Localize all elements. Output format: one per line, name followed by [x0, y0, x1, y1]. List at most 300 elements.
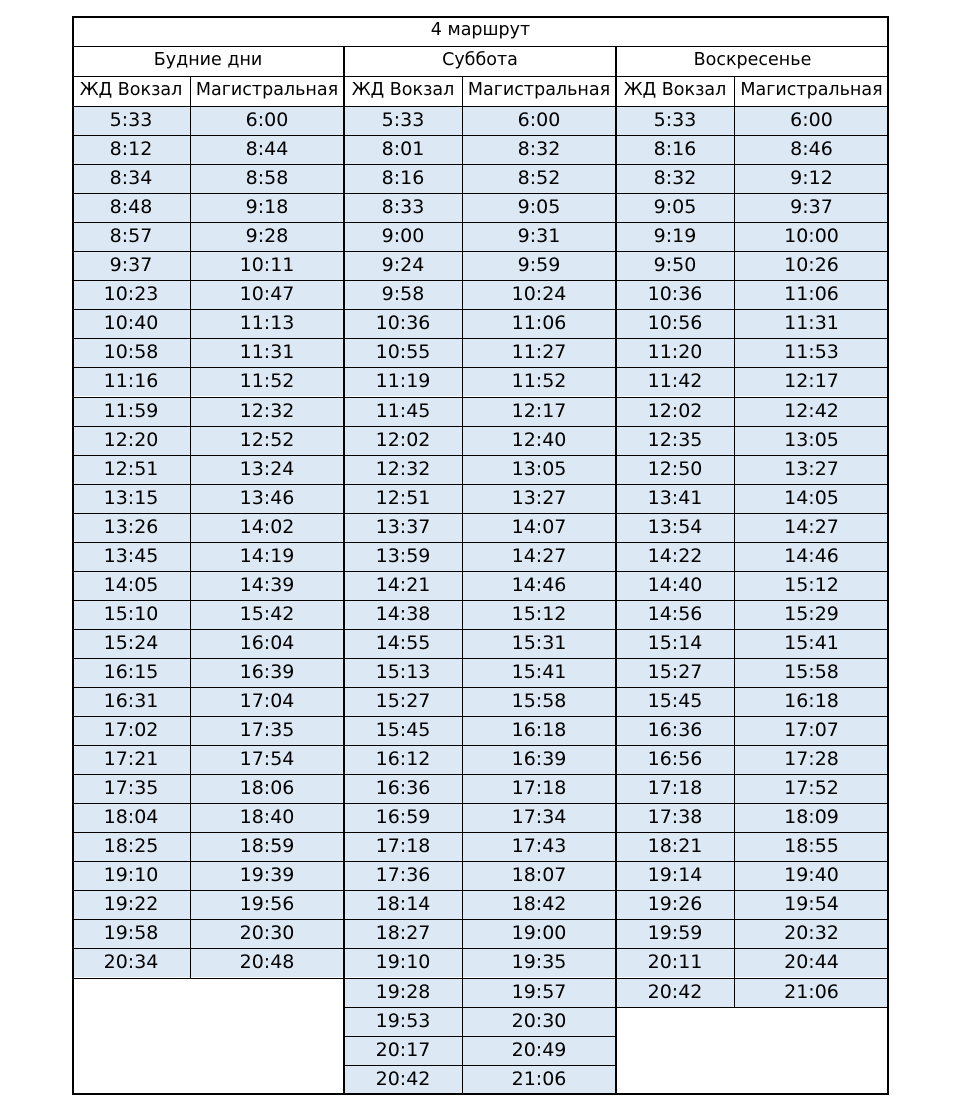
time-cell: 10:56 [616, 309, 734, 338]
grid-line [616, 861, 889, 862]
time-cell: 12:20 [72, 426, 190, 455]
grid-line [72, 948, 344, 949]
time-cell: 14:27 [734, 513, 889, 542]
time-cell: 16:31 [72, 687, 190, 716]
time-cell: 19:22 [72, 890, 190, 919]
time-cell: 8:32 [616, 164, 734, 193]
group-header: Суббота [344, 46, 616, 76]
time-cell: 20:17 [344, 1036, 462, 1065]
grid-line [72, 803, 344, 804]
grid-line [72, 919, 344, 920]
grid-line [72, 832, 344, 833]
grid-line [343, 46, 345, 1094]
grid-line [616, 774, 889, 775]
time-cell: 17:02 [72, 716, 190, 745]
grid-line [72, 338, 344, 339]
grid-line [616, 948, 889, 949]
time-cell: 20:42 [344, 1065, 462, 1094]
time-cell: 19:14 [616, 861, 734, 890]
time-cell: 14:46 [462, 571, 616, 600]
grid-line [616, 658, 889, 659]
time-cell: 12:52 [190, 426, 344, 455]
time-cell: 6:00 [462, 106, 616, 135]
time-cell: 17:43 [462, 832, 616, 861]
time-cell: 14:05 [734, 484, 889, 513]
grid-line [72, 890, 344, 891]
time-cell: 13:37 [344, 513, 462, 542]
grid-line [616, 832, 889, 833]
time-cell: 12:51 [72, 455, 190, 484]
time-cell: 15:45 [344, 716, 462, 745]
time-cell: 8:48 [72, 193, 190, 222]
grid-line [616, 309, 889, 310]
time-cell: 11:20 [616, 338, 734, 367]
time-cell: 16:36 [616, 716, 734, 745]
grid-line [616, 542, 889, 543]
grid-line [72, 309, 344, 310]
time-cell: 20:30 [190, 919, 344, 948]
grid-line [344, 716, 616, 717]
time-cell: 15:41 [462, 658, 616, 687]
time-cell: 14:22 [616, 542, 734, 571]
time-cell: 20:32 [734, 919, 889, 948]
time-cell: 17:28 [734, 745, 889, 774]
time-cell: 18:25 [72, 832, 190, 861]
time-cell: 19:40 [734, 861, 889, 890]
time-cell: 12:02 [344, 426, 462, 455]
grid-line [344, 309, 616, 310]
time-cell: 11:52 [190, 367, 344, 396]
time-cell: 19:53 [344, 1007, 462, 1036]
time-cell: 12:40 [462, 426, 616, 455]
time-cell: 17:36 [344, 861, 462, 890]
time-cell: 13:45 [72, 542, 190, 571]
time-cell: 11:19 [344, 367, 462, 396]
time-cell: 19:00 [462, 919, 616, 948]
time-cell: 20:48 [190, 948, 344, 977]
grid-line [616, 426, 889, 427]
time-cell: 9:59 [462, 251, 616, 280]
time-cell: 8:34 [72, 164, 190, 193]
time-cell: 11:31 [190, 338, 344, 367]
grid-line [72, 76, 889, 77]
time-cell: 11:59 [72, 397, 190, 426]
grid-line [344, 832, 616, 833]
time-cell: 17:38 [616, 803, 734, 832]
time-cell: 13:26 [72, 513, 190, 542]
grid-line [462, 76, 463, 1094]
time-cell: 10:58 [72, 338, 190, 367]
grid-line [344, 484, 616, 485]
time-cell: 14:56 [616, 600, 734, 629]
grid-line [616, 919, 889, 920]
grid-line [72, 164, 344, 165]
grid-line [72, 280, 344, 281]
time-cell: 15:12 [734, 571, 889, 600]
time-cell: 17:04 [190, 687, 344, 716]
grid-line [190, 76, 191, 978]
time-cell: 17:07 [734, 716, 889, 745]
grid-line [344, 542, 616, 543]
schedule-table [72, 16, 889, 1095]
time-cell: 19:39 [190, 861, 344, 890]
time-cell: 9:05 [616, 193, 734, 222]
time-cell: 12:51 [344, 484, 462, 513]
grid-line [344, 1007, 616, 1008]
time-cell: 10:11 [190, 251, 344, 280]
time-cell: 11:52 [462, 367, 616, 396]
time-cell: 20:44 [734, 948, 889, 977]
grid-line [616, 890, 889, 891]
time-cell: 8:52 [462, 164, 616, 193]
time-cell: 9:24 [344, 251, 462, 280]
grid-line [344, 919, 616, 920]
time-cell: 19:26 [616, 890, 734, 919]
time-cell: 5:33 [344, 106, 462, 135]
time-cell: 14:40 [616, 571, 734, 600]
grid-line [72, 193, 344, 194]
grid-line [72, 600, 344, 601]
grid-line [616, 338, 889, 339]
time-cell: 19:28 [344, 978, 462, 1007]
grid-line [616, 222, 889, 223]
grid-line [344, 861, 616, 862]
grid-line [72, 135, 344, 136]
grid-line [616, 978, 889, 979]
time-cell: 15:29 [734, 600, 889, 629]
time-cell: 16:18 [734, 687, 889, 716]
time-cell: 18:55 [734, 832, 889, 861]
time-cell: 12:35 [616, 426, 734, 455]
time-cell: 17:35 [190, 716, 344, 745]
grid-line [344, 687, 616, 688]
grid-line [344, 397, 616, 398]
time-cell: 19:58 [72, 919, 190, 948]
time-cell: 15:24 [72, 629, 190, 658]
grid-line [344, 455, 616, 456]
time-cell: 15:58 [734, 658, 889, 687]
grid-line [72, 106, 889, 107]
time-cell: 10:47 [190, 280, 344, 309]
grid-line [344, 222, 616, 223]
time-cell: 15:27 [344, 687, 462, 716]
column-header: ЖД Вокзал [344, 76, 462, 106]
time-cell: 19:59 [616, 919, 734, 948]
time-cell: 15:12 [462, 600, 616, 629]
grid-line [344, 251, 616, 252]
time-cell: 6:00 [190, 106, 344, 135]
time-cell: 11:53 [734, 338, 889, 367]
time-cell: 11:45 [344, 397, 462, 426]
time-cell: 13:46 [190, 484, 344, 513]
grid-line [72, 1093, 889, 1095]
time-cell: 15:41 [734, 629, 889, 658]
time-cell: 13:05 [734, 426, 889, 455]
grid-line [616, 397, 889, 398]
time-cell: 15:31 [462, 629, 616, 658]
time-cell: 8:12 [72, 135, 190, 164]
time-cell: 15:58 [462, 687, 616, 716]
time-cell: 12:17 [462, 397, 616, 426]
grid-line [72, 222, 344, 223]
grid-line [616, 803, 889, 804]
time-cell: 13:05 [462, 455, 616, 484]
grid-line [72, 629, 344, 630]
time-cell: 11:06 [734, 280, 889, 309]
column-header: Магистральная [190, 76, 344, 106]
grid-line [344, 367, 616, 368]
time-cell: 10:00 [734, 222, 889, 251]
grid-line [72, 426, 344, 427]
time-cell: 8:16 [344, 164, 462, 193]
time-cell: 18:40 [190, 803, 344, 832]
grid-line [344, 978, 616, 979]
grid-line [344, 803, 616, 804]
time-cell: 16:59 [344, 803, 462, 832]
time-cell: 14:05 [72, 571, 190, 600]
grid-line [887, 16, 889, 1094]
time-cell: 12:17 [734, 367, 889, 396]
grid-line [344, 135, 616, 136]
time-cell: 16:36 [344, 774, 462, 803]
time-cell: 10:24 [462, 280, 616, 309]
time-cell: 17:35 [72, 774, 190, 803]
grid-line [344, 600, 616, 601]
grid-line [72, 716, 344, 717]
time-cell: 9:19 [616, 222, 734, 251]
time-cell: 12:02 [616, 397, 734, 426]
grid-line [344, 571, 616, 572]
time-cell: 17:21 [72, 745, 190, 774]
grid-line [72, 687, 344, 688]
time-cell: 14:38 [344, 600, 462, 629]
grid-line [616, 455, 889, 456]
grid-line [616, 367, 889, 368]
group-header: Воскресенье [616, 46, 889, 76]
grid-line [344, 1065, 616, 1066]
time-cell: 11:42 [616, 367, 734, 396]
grid-line [344, 745, 616, 746]
time-cell: 18:04 [72, 803, 190, 832]
time-cell: 14:02 [190, 513, 344, 542]
time-cell: 10:26 [734, 251, 889, 280]
time-cell: 20:34 [72, 948, 190, 977]
table-title: 4 маршрут [72, 16, 889, 46]
time-cell: 20:42 [616, 978, 734, 1007]
time-cell: 18:06 [190, 774, 344, 803]
grid-line [344, 513, 616, 514]
time-cell: 8:33 [344, 193, 462, 222]
time-cell: 8:58 [190, 164, 344, 193]
time-cell: 21:06 [462, 1065, 616, 1094]
grid-line [344, 774, 616, 775]
time-cell: 11:06 [462, 309, 616, 338]
time-cell: 17:52 [734, 774, 889, 803]
time-cell: 15:14 [616, 629, 734, 658]
column-header: Магистральная [462, 76, 616, 106]
time-cell: 12:32 [190, 397, 344, 426]
time-cell: 16:39 [190, 658, 344, 687]
time-cell: 18:14 [344, 890, 462, 919]
time-cell: 16:39 [462, 745, 616, 774]
time-cell: 14:07 [462, 513, 616, 542]
grid-line [344, 193, 616, 194]
column-header: ЖД Вокзал [72, 76, 190, 106]
time-cell: 9:12 [734, 164, 889, 193]
grid-line [344, 164, 616, 165]
time-cell: 17:54 [190, 745, 344, 774]
time-cell: 13:15 [72, 484, 190, 513]
time-cell: 17:18 [616, 774, 734, 803]
grid-line [344, 1036, 616, 1037]
time-cell: 9:37 [72, 251, 190, 280]
time-cell: 13:41 [616, 484, 734, 513]
time-cell: 15:13 [344, 658, 462, 687]
time-cell: 9:00 [344, 222, 462, 251]
grid-line [615, 46, 617, 1094]
grid-line [616, 600, 889, 601]
time-cell: 15:10 [72, 600, 190, 629]
grid-line [72, 745, 344, 746]
grid-line [616, 135, 889, 136]
time-cell: 17:34 [462, 803, 616, 832]
time-cell: 17:18 [344, 832, 462, 861]
time-cell: 11:31 [734, 309, 889, 338]
time-cell: 16:18 [462, 716, 616, 745]
grid-line [72, 861, 344, 862]
grid-line [72, 367, 344, 368]
time-cell: 20:49 [462, 1036, 616, 1065]
grid-line [616, 164, 889, 165]
time-cell: 5:33 [72, 106, 190, 135]
grid-line [616, 1007, 889, 1008]
time-cell: 13:27 [462, 484, 616, 513]
grid-line [616, 513, 889, 514]
time-cell: 9:31 [462, 222, 616, 251]
time-cell: 13:27 [734, 455, 889, 484]
time-cell: 12:42 [734, 397, 889, 426]
time-cell: 8:46 [734, 135, 889, 164]
grid-line [344, 338, 616, 339]
time-cell: 10:40 [72, 309, 190, 338]
time-cell: 10:55 [344, 338, 462, 367]
grid-line [72, 658, 344, 659]
time-cell: 9:37 [734, 193, 889, 222]
grid-line [344, 280, 616, 281]
time-cell: 13:54 [616, 513, 734, 542]
grid-line [616, 629, 889, 630]
grid-line [616, 193, 889, 194]
column-header: ЖД Вокзал [616, 76, 734, 106]
time-cell: 13:59 [344, 542, 462, 571]
time-cell: 15:42 [190, 600, 344, 629]
time-cell: 16:04 [190, 629, 344, 658]
grid-line [344, 890, 616, 891]
grid-line [72, 397, 344, 398]
time-cell: 9:58 [344, 280, 462, 309]
grid-line [616, 687, 889, 688]
time-cell: 14:27 [462, 542, 616, 571]
time-cell: 10:36 [344, 309, 462, 338]
grid-line [72, 484, 344, 485]
time-cell: 6:00 [734, 106, 889, 135]
grid-line [344, 426, 616, 427]
time-cell: 5:33 [616, 106, 734, 135]
grid-line [72, 774, 344, 775]
grid-line [72, 46, 889, 47]
time-cell: 9:50 [616, 251, 734, 280]
time-cell: 19:57 [462, 978, 616, 1007]
time-cell: 16:15 [72, 658, 190, 687]
time-cell: 21:06 [734, 978, 889, 1007]
time-cell: 19:56 [190, 890, 344, 919]
time-cell: 8:57 [72, 222, 190, 251]
time-cell: 14:19 [190, 542, 344, 571]
time-cell: 18:27 [344, 919, 462, 948]
time-cell: 12:32 [344, 455, 462, 484]
group-header: Будние дни [72, 46, 344, 76]
grid-line [72, 16, 74, 1094]
time-cell: 9:05 [462, 193, 616, 222]
time-cell: 19:10 [344, 948, 462, 977]
time-cell: 16:56 [616, 745, 734, 774]
grid-line [344, 948, 616, 949]
grid-line [616, 280, 889, 281]
time-cell: 14:46 [734, 542, 889, 571]
time-cell: 18:21 [616, 832, 734, 861]
time-cell: 17:18 [462, 774, 616, 803]
time-cell: 18:59 [190, 832, 344, 861]
time-cell: 15:45 [616, 687, 734, 716]
time-cell: 19:10 [72, 861, 190, 890]
time-cell: 11:13 [190, 309, 344, 338]
time-cell: 20:30 [462, 1007, 616, 1036]
time-cell: 10:36 [616, 280, 734, 309]
grid-line [616, 571, 889, 572]
time-cell: 19:54 [734, 890, 889, 919]
time-cell: 14:39 [190, 571, 344, 600]
grid-line [72, 571, 344, 572]
time-cell: 18:09 [734, 803, 889, 832]
time-cell: 13:24 [190, 455, 344, 484]
time-cell: 20:11 [616, 948, 734, 977]
time-cell: 19:35 [462, 948, 616, 977]
time-cell: 16:12 [344, 745, 462, 774]
time-cell: 14:21 [344, 571, 462, 600]
time-cell: 12:50 [616, 455, 734, 484]
grid-line [72, 16, 889, 18]
grid-line [616, 251, 889, 252]
grid-line [72, 978, 344, 979]
time-cell: 8:44 [190, 135, 344, 164]
grid-line [344, 658, 616, 659]
time-cell: 8:01 [344, 135, 462, 164]
time-cell: 8:32 [462, 135, 616, 164]
time-cell: 9:28 [190, 222, 344, 251]
grid-line [72, 513, 344, 514]
grid-line [734, 76, 735, 1007]
time-cell: 11:16 [72, 367, 190, 396]
column-header: Магистральная [734, 76, 889, 106]
grid-line [616, 745, 889, 746]
grid-line [72, 251, 344, 252]
time-cell: 15:27 [616, 658, 734, 687]
time-cell: 14:55 [344, 629, 462, 658]
time-cell: 18:07 [462, 861, 616, 890]
time-cell: 9:18 [190, 193, 344, 222]
grid-line [344, 629, 616, 630]
time-cell: 11:27 [462, 338, 616, 367]
